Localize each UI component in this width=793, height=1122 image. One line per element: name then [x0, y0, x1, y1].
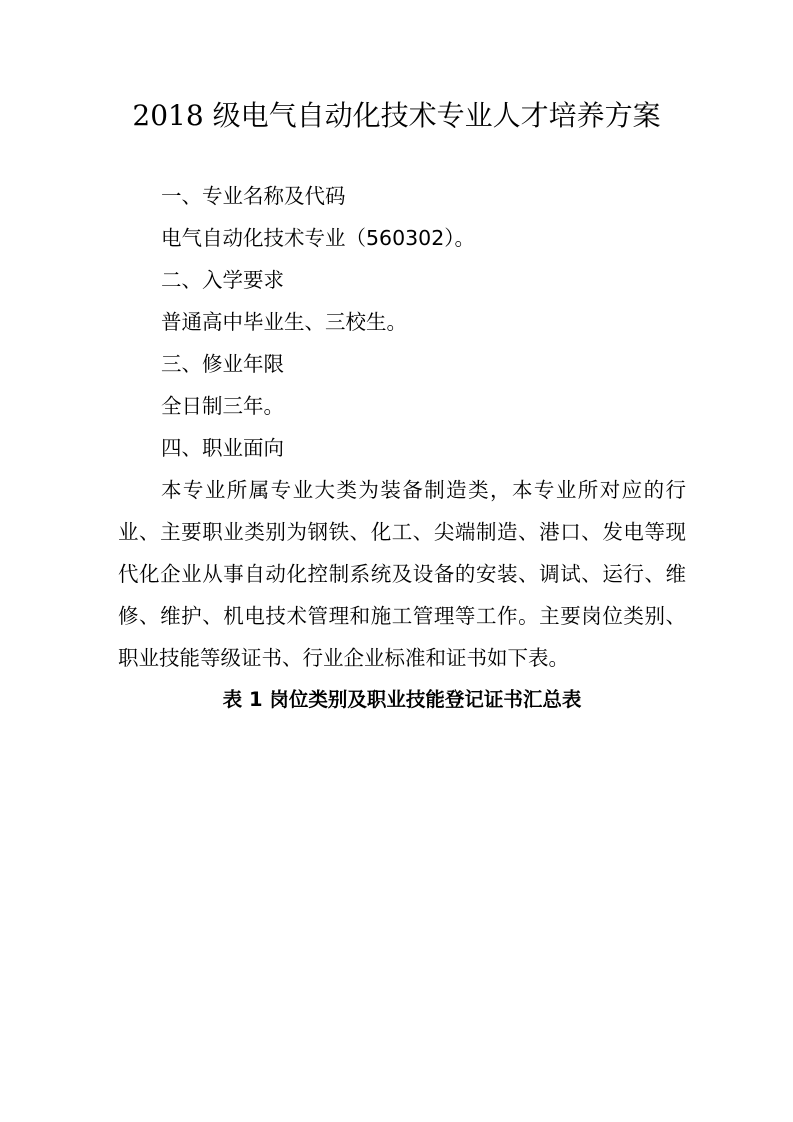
section-heading-duration: 三、修业年限 — [161, 352, 284, 376]
document-title: 2018 级电气自动化技术专业人才培养方案 — [132, 99, 661, 132]
section-heading-major-name: 一、专业名称及代码 — [161, 184, 346, 208]
section-body-major-name: 电气自动化技术专业（560302）。 — [161, 226, 476, 250]
section-heading-career: 四、职业面向 — [161, 436, 284, 460]
section-body-career: 本专业所属专业大类为装备制造类，本专业所对应的行业、主要职业类别为钢铁、化工、尖端制造、港口、发电等现代化企业从事自动化控制系统及设备的安装、调试、运行、维修、维护、机电技术管理和施工管理等工作。主要岗位类别、职业技能等级证书、行业企业标准和证书如下表。 — [118, 478, 686, 670]
section-body-duration: 全日制三年。 — [161, 394, 284, 418]
table-caption: 表 1 岗位类别及职业技能登记证书汇总表 — [222, 688, 582, 711]
section-heading-admission: 二、入学要求 — [161, 268, 284, 292]
document-body — [118, 175, 686, 721]
section-body-admission: 普通高中毕业生、三校生。 — [161, 310, 407, 334]
